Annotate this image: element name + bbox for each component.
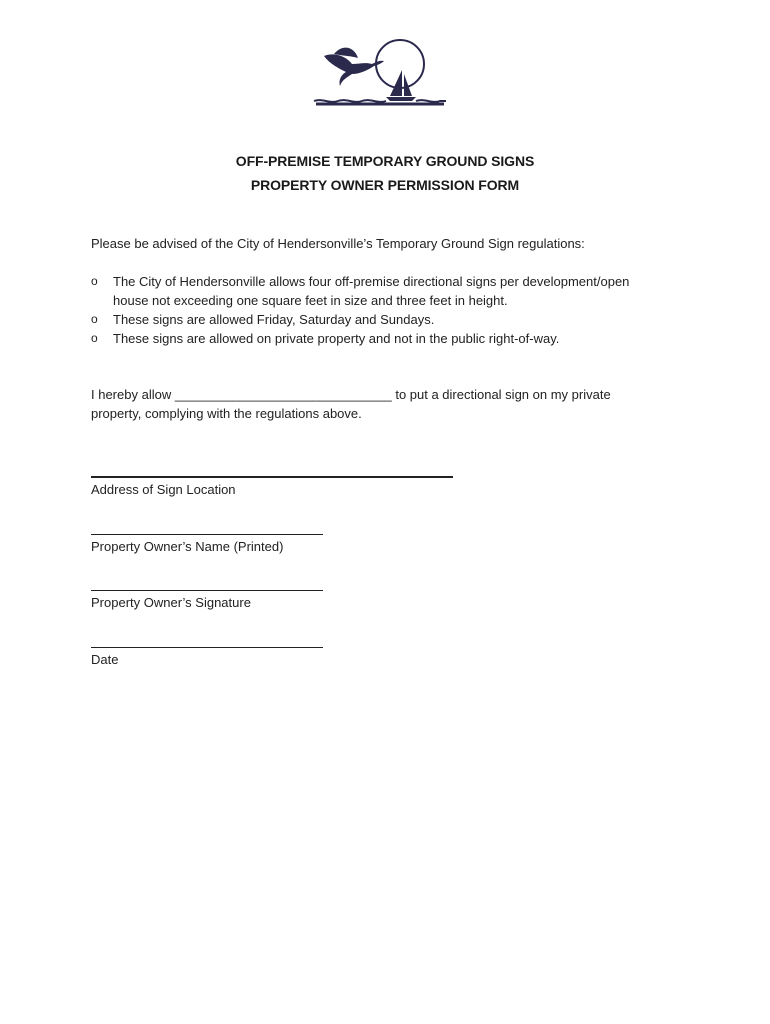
date-field-label: Date <box>91 652 119 667</box>
signature-field-label: Property Owner’s Signature <box>91 595 251 610</box>
list-item <box>91 272 691 310</box>
regulations-list <box>91 272 691 348</box>
bullet-icon: o <box>91 312 98 326</box>
regulation-text-cont: house not exceeding one square feet in size and three feet in height. <box>113 293 508 308</box>
owner-name-field-line[interactable] <box>91 534 323 535</box>
intro-text: Please be advised of the City of Hendersonville’s Temporary Ground Sign regulations: <box>91 236 585 251</box>
form-title-line1: OFF-PREMISE TEMPORARY GROUND SIGNS <box>235 153 535 169</box>
owner-name-field-label: Property Owner’s Name (Printed) <box>91 539 284 554</box>
list-item <box>91 329 691 348</box>
city-logo-icon <box>312 34 448 106</box>
permission-statement-cont: property, complying with the regulations above. <box>91 406 362 421</box>
signature-field-line[interactable] <box>91 590 323 591</box>
permission-statement: I hereby allow ______________________________ to put a directional sign on my private <box>91 387 611 402</box>
list-item <box>91 310 691 329</box>
regulation-text: These signs are allowed Friday, Saturday and Sundays. <box>113 312 435 327</box>
regulation-text: The City of Hendersonville allows four off-premise directional signs per development/open <box>113 274 630 289</box>
address-field-label: Address of Sign Location <box>91 482 236 497</box>
regulation-text: These signs are allowed on private property and not in the public right-of-way. <box>113 331 560 346</box>
address-field-line[interactable] <box>91 476 453 478</box>
date-field-line[interactable] <box>91 647 323 648</box>
form-title-line2: PROPERTY OWNER PERMISSION FORM <box>250 177 520 193</box>
bullet-icon: o <box>91 331 98 345</box>
bullet-icon: o <box>91 274 98 288</box>
